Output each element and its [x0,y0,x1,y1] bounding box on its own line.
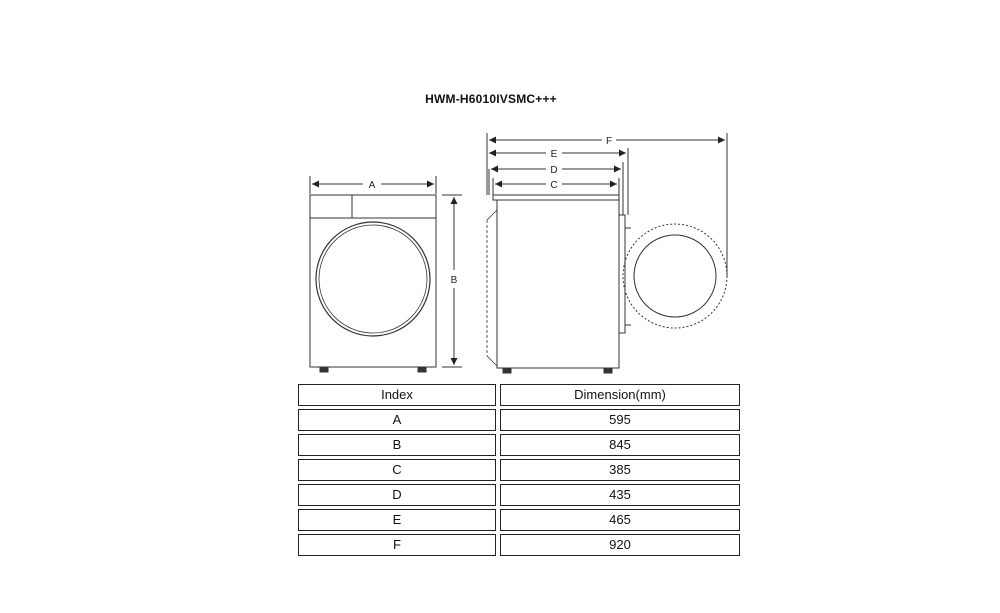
row-value: 845 [500,434,740,456]
front-door-outer [316,222,430,336]
table-row [298,534,740,556]
side-door-profile [619,215,625,333]
dim-b-label: B [450,275,458,286]
dim-f-label: F [605,136,613,147]
row-index: A [298,409,496,431]
row-value: 465 [500,509,740,531]
side-foot-left [503,368,511,373]
dim-e-label: E [550,149,558,160]
front-door-inner [319,225,427,333]
front-foot-left [320,367,328,372]
table-row [298,409,740,431]
row-index: C [298,459,496,481]
side-back-bottom-edge [487,356,497,366]
side-top-lid [493,195,619,200]
side-back-top-edge [487,210,497,220]
row-index: D [298,484,496,506]
dim-d-label: D [550,165,558,176]
table-row [298,459,740,481]
side-view [487,195,727,373]
side-foot-right [604,368,612,373]
row-value: 920 [500,534,740,556]
row-value: 595 [500,409,740,431]
row-index: F [298,534,496,556]
row-value: 435 [500,484,740,506]
header-index: Index [298,384,496,406]
dimension-c [493,178,619,195]
header-dimension: Dimension(mm) [500,384,740,406]
table-row [298,434,740,456]
dimension-f [487,133,727,276]
dim-a-label: A [368,180,376,191]
dimension-table [298,384,740,556]
front-view [310,195,436,372]
model-title-text: HWM-H6010IVSMC+++ [425,92,557,106]
table-row [298,509,740,531]
front-body-outline [310,195,436,367]
dimension-e [489,148,628,215]
open-door-glass [634,235,716,317]
table-row [298,484,740,506]
row-index: B [298,434,496,456]
open-door-outer [623,224,727,328]
row-index: E [298,509,496,531]
front-foot-right [418,367,426,372]
dimension-a [310,176,436,194]
table-header-row [298,384,740,406]
row-value: 385 [500,459,740,481]
dim-c-label: C [550,180,558,191]
side-body-outline [497,200,619,368]
dimension-b [442,195,462,367]
